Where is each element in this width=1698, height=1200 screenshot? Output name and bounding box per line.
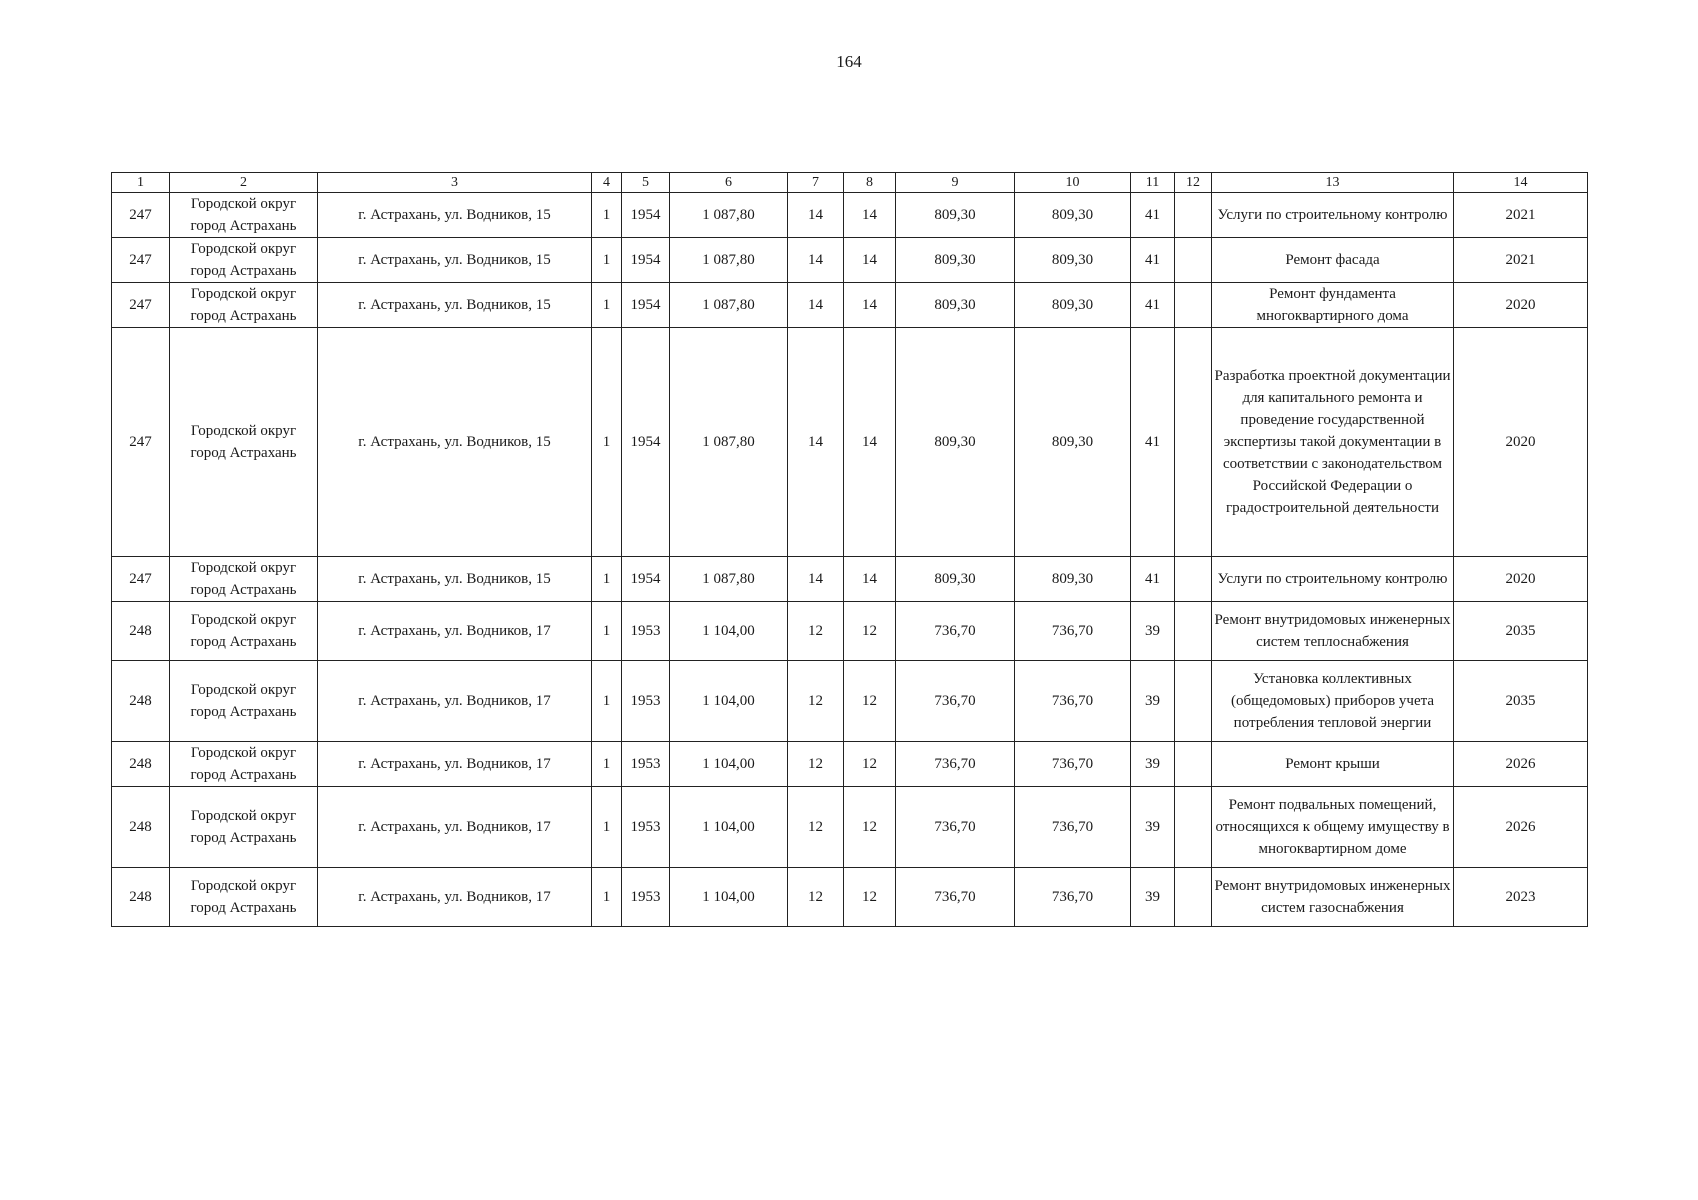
- col-header-10: 10: [1015, 173, 1131, 193]
- table-row: [112, 868, 1588, 927]
- cell-total-area: 1 087,80: [670, 557, 788, 602]
- cell-total-area: 1 104,00: [670, 868, 788, 927]
- cell-col8: 14: [844, 238, 896, 283]
- cell-planned-year: 2023: [1454, 868, 1588, 927]
- cell-col9: 809,30: [896, 193, 1015, 238]
- cell-col11: 39: [1131, 602, 1175, 661]
- table-row: [112, 283, 1588, 328]
- col-header-5: 5: [622, 173, 670, 193]
- capital-repair-table: [111, 172, 1588, 927]
- cell-col11: 41: [1131, 238, 1175, 283]
- cell-number: 247: [112, 238, 170, 283]
- cell-col11: 39: [1131, 787, 1175, 868]
- cell-col9: 736,70: [896, 868, 1015, 927]
- table-row: [112, 602, 1588, 661]
- cell-col7: 12: [788, 787, 844, 868]
- cell-municipality: Городской округ город Астрахань: [170, 868, 318, 927]
- cell-municipality: Городской округ город Астрахань: [170, 283, 318, 328]
- cell-col7: 14: [788, 557, 844, 602]
- cell-municipality: Городской округ город Астрахань: [170, 787, 318, 868]
- cell-col4: 1: [592, 238, 622, 283]
- col-header-7: 7: [788, 173, 844, 193]
- cell-col4: 1: [592, 283, 622, 328]
- cell-number: 247: [112, 557, 170, 602]
- cell-municipality: Городской округ город Астрахань: [170, 557, 318, 602]
- cell-address: г. Астрахань, ул. Водников, 17: [318, 742, 592, 787]
- cell-work-type: Ремонт подвальных помещений, относящихся к общему имуществу в многоквартирном доме: [1212, 787, 1454, 868]
- cell-col9: 809,30: [896, 328, 1015, 557]
- cell-address: г. Астрахань, ул. Водников, 15: [318, 557, 592, 602]
- cell-total-area: 1 087,80: [670, 283, 788, 328]
- table-row: [112, 787, 1588, 868]
- cell-col10: 736,70: [1015, 661, 1131, 742]
- cell-total-area: 1 104,00: [670, 661, 788, 742]
- cell-total-area: 1 087,80: [670, 328, 788, 557]
- cell-col9: 809,30: [896, 283, 1015, 328]
- cell-col10: 736,70: [1015, 742, 1131, 787]
- cell-col7: 14: [788, 283, 844, 328]
- cell-col12: [1175, 868, 1212, 927]
- cell-year-built: 1954: [622, 238, 670, 283]
- cell-col8: 12: [844, 868, 896, 927]
- table-row: [112, 328, 1588, 557]
- cell-year-built: 1953: [622, 661, 670, 742]
- cell-planned-year: 2020: [1454, 557, 1588, 602]
- col-header-4: 4: [592, 173, 622, 193]
- cell-col9: 736,70: [896, 602, 1015, 661]
- cell-col8: 14: [844, 557, 896, 602]
- cell-col4: 1: [592, 328, 622, 557]
- cell-total-area: 1 087,80: [670, 238, 788, 283]
- cell-col4: 1: [592, 661, 622, 742]
- cell-total-area: 1 104,00: [670, 602, 788, 661]
- cell-col8: 12: [844, 661, 896, 742]
- cell-col10: 809,30: [1015, 557, 1131, 602]
- cell-year-built: 1953: [622, 602, 670, 661]
- col-header-1: 1: [112, 173, 170, 193]
- cell-col4: 1: [592, 742, 622, 787]
- cell-number: 247: [112, 193, 170, 238]
- cell-total-area: 1 104,00: [670, 787, 788, 868]
- table-row: [112, 661, 1588, 742]
- cell-col11: 39: [1131, 661, 1175, 742]
- cell-number: 248: [112, 868, 170, 927]
- cell-municipality: Городской округ город Астрахань: [170, 328, 318, 557]
- cell-year-built: 1954: [622, 283, 670, 328]
- cell-work-type: Ремонт внутридомовых инженерных систем теплоснабжения: [1212, 602, 1454, 661]
- cell-col10: 736,70: [1015, 787, 1131, 868]
- cell-work-type: Ремонт фасада: [1212, 238, 1454, 283]
- cell-address: г. Астрахань, ул. Водников, 17: [318, 602, 592, 661]
- cell-planned-year: 2026: [1454, 742, 1588, 787]
- cell-year-built: 1953: [622, 868, 670, 927]
- cell-col11: 39: [1131, 868, 1175, 927]
- col-header-6: 6: [670, 173, 788, 193]
- cell-address: г. Астрахань, ул. Водников, 17: [318, 868, 592, 927]
- cell-work-type: Установка коллективных (общедомовых) приборов учета потребления тепловой энергии: [1212, 661, 1454, 742]
- cell-planned-year: 2035: [1454, 602, 1588, 661]
- cell-number: 248: [112, 787, 170, 868]
- cell-col11: 39: [1131, 742, 1175, 787]
- cell-col12: [1175, 193, 1212, 238]
- cell-col9: 736,70: [896, 742, 1015, 787]
- cell-col12: [1175, 661, 1212, 742]
- cell-col11: 41: [1131, 557, 1175, 602]
- cell-col7: 12: [788, 868, 844, 927]
- cell-year-built: 1953: [622, 742, 670, 787]
- cell-col7: 14: [788, 238, 844, 283]
- cell-col7: 12: [788, 661, 844, 742]
- cell-address: г. Астрахань, ул. Водников, 17: [318, 661, 592, 742]
- cell-col11: 41: [1131, 328, 1175, 557]
- cell-col12: [1175, 742, 1212, 787]
- cell-col10: 809,30: [1015, 238, 1131, 283]
- col-header-8: 8: [844, 173, 896, 193]
- cell-year-built: 1954: [622, 193, 670, 238]
- cell-col8: 12: [844, 602, 896, 661]
- cell-col12: [1175, 602, 1212, 661]
- column-number-header: [112, 173, 1588, 193]
- cell-col4: 1: [592, 557, 622, 602]
- table-row: [112, 193, 1588, 238]
- cell-address: г. Астрахань, ул. Водников, 15: [318, 283, 592, 328]
- cell-year-built: 1954: [622, 328, 670, 557]
- cell-col8: 14: [844, 193, 896, 238]
- col-header-3: 3: [318, 173, 592, 193]
- cell-col7: 12: [788, 602, 844, 661]
- cell-col12: [1175, 328, 1212, 557]
- col-header-2: 2: [170, 173, 318, 193]
- cell-col12: [1175, 557, 1212, 602]
- cell-work-type: Ремонт фундамента многоквартирного дома: [1212, 283, 1454, 328]
- cell-total-area: 1 087,80: [670, 193, 788, 238]
- cell-total-area: 1 104,00: [670, 742, 788, 787]
- cell-col10: 736,70: [1015, 602, 1131, 661]
- cell-col8: 12: [844, 742, 896, 787]
- cell-col7: 14: [788, 193, 844, 238]
- cell-number: 247: [112, 283, 170, 328]
- cell-col8: 12: [844, 787, 896, 868]
- cell-col7: 14: [788, 328, 844, 557]
- cell-number: 248: [112, 742, 170, 787]
- table-row: [112, 742, 1588, 787]
- cell-col4: 1: [592, 868, 622, 927]
- cell-col9: 736,70: [896, 787, 1015, 868]
- cell-col12: [1175, 787, 1212, 868]
- cell-col11: 41: [1131, 283, 1175, 328]
- cell-col7: 12: [788, 742, 844, 787]
- cell-col8: 14: [844, 328, 896, 557]
- cell-work-type: Услуги по строительному контролю: [1212, 557, 1454, 602]
- col-header-9: 9: [896, 173, 1015, 193]
- cell-planned-year: 2020: [1454, 328, 1588, 557]
- cell-planned-year: 2035: [1454, 661, 1588, 742]
- cell-work-type: Разработка проектной документации для капитального ремонта и проведение государственной экспертизы такой документации в соответствии с законодательством Российской Федерации о градостроительной деятельности: [1212, 328, 1454, 557]
- col-header-11: 11: [1131, 173, 1175, 193]
- cell-address: г. Астрахань, ул. Водников, 15: [318, 193, 592, 238]
- cell-address: г. Астрахань, ул. Водников, 17: [318, 787, 592, 868]
- cell-municipality: Городской округ город Астрахань: [170, 602, 318, 661]
- cell-col4: 1: [592, 602, 622, 661]
- cell-municipality: Городской округ город Астрахань: [170, 661, 318, 742]
- cell-planned-year: 2021: [1454, 193, 1588, 238]
- cell-col11: 41: [1131, 193, 1175, 238]
- cell-col9: 809,30: [896, 238, 1015, 283]
- col-header-12: 12: [1175, 173, 1212, 193]
- cell-col9: 736,70: [896, 661, 1015, 742]
- cell-year-built: 1953: [622, 787, 670, 868]
- cell-municipality: Городской округ город Астрахань: [170, 193, 318, 238]
- cell-municipality: Городской округ город Астрахань: [170, 238, 318, 283]
- col-header-14: 14: [1454, 173, 1588, 193]
- cell-col9: 809,30: [896, 557, 1015, 602]
- cell-number: 248: [112, 602, 170, 661]
- cell-col12: [1175, 283, 1212, 328]
- cell-col12: [1175, 238, 1212, 283]
- table-row: [112, 238, 1588, 283]
- cell-col10: 809,30: [1015, 193, 1131, 238]
- cell-planned-year: 2021: [1454, 238, 1588, 283]
- cell-planned-year: 2020: [1454, 283, 1588, 328]
- cell-col10: 736,70: [1015, 868, 1131, 927]
- table-row: [112, 557, 1588, 602]
- cell-municipality: Городской округ город Астрахань: [170, 742, 318, 787]
- cell-col10: 809,30: [1015, 283, 1131, 328]
- cell-address: г. Астрахань, ул. Водников, 15: [318, 238, 592, 283]
- col-header-13: 13: [1212, 173, 1454, 193]
- cell-col4: 1: [592, 193, 622, 238]
- cell-work-type: Ремонт крыши: [1212, 742, 1454, 787]
- cell-col10: 809,30: [1015, 328, 1131, 557]
- cell-number: 248: [112, 661, 170, 742]
- cell-year-built: 1954: [622, 557, 670, 602]
- cell-address: г. Астрахань, ул. Водников, 15: [318, 328, 592, 557]
- cell-work-type: Услуги по строительному контролю: [1212, 193, 1454, 238]
- cell-col8: 14: [844, 283, 896, 328]
- cell-col4: 1: [592, 787, 622, 868]
- cell-work-type: Ремонт внутридомовых инженерных систем газоснабжения: [1212, 868, 1454, 927]
- page-number: 164: [836, 52, 862, 71]
- cell-planned-year: 2026: [1454, 787, 1588, 868]
- cell-number: 247: [112, 328, 170, 557]
